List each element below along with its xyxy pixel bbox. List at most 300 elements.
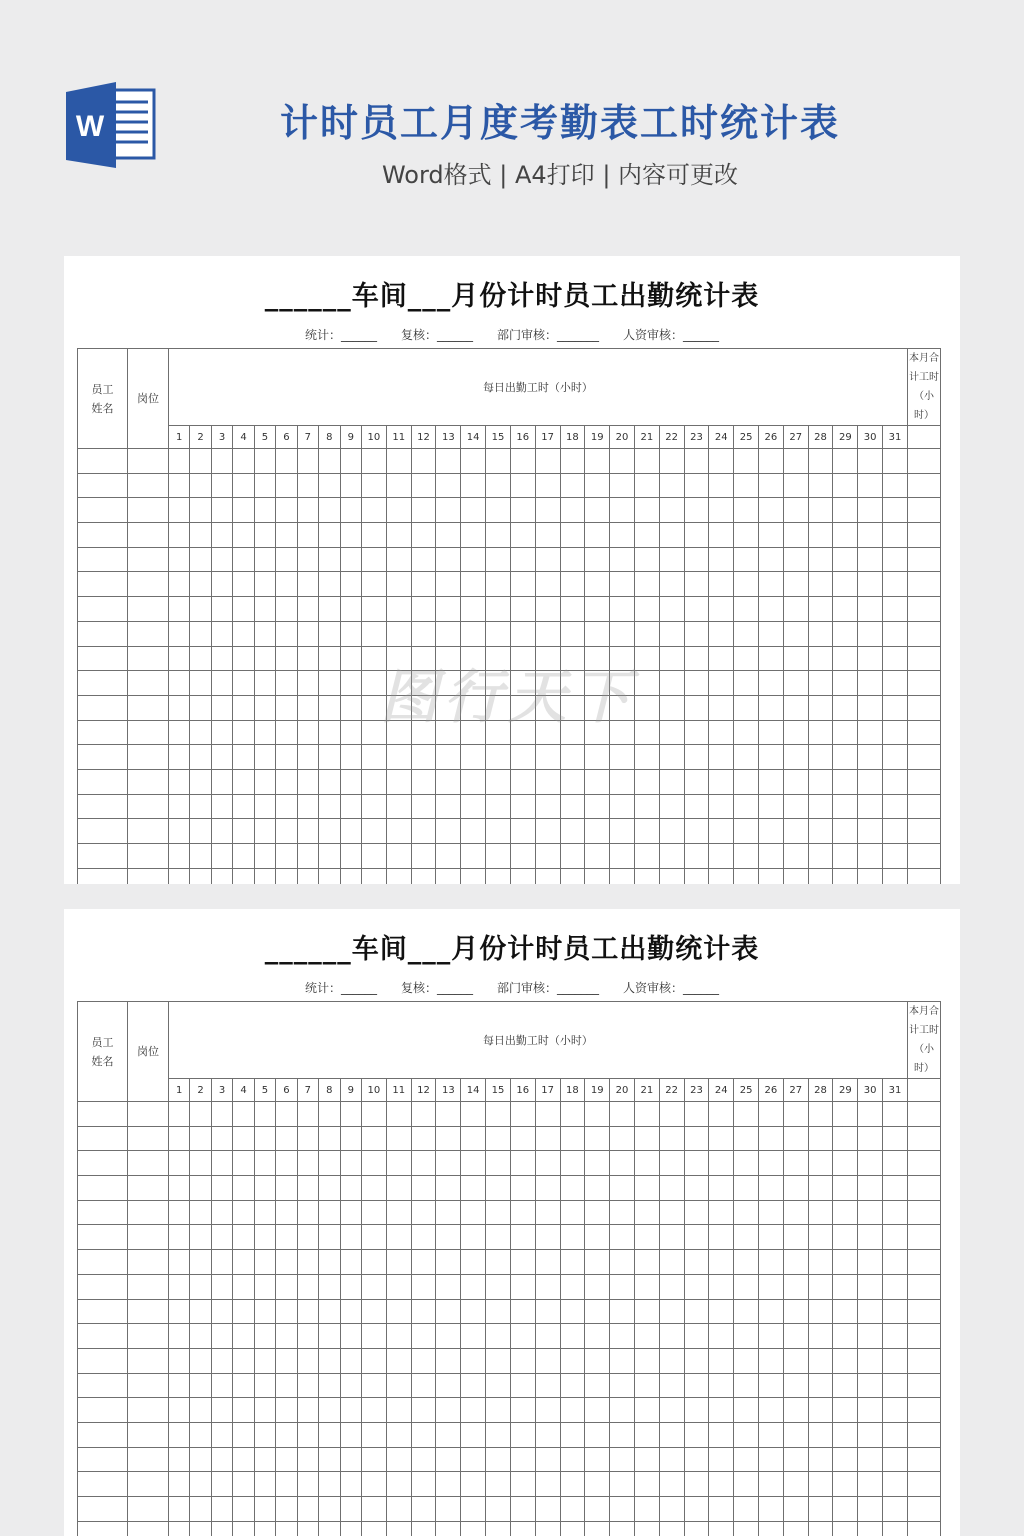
table-cell[interactable]	[128, 1373, 169, 1398]
table-cell[interactable]	[78, 1151, 128, 1176]
table-cell[interactable]	[907, 1274, 940, 1299]
table-cell[interactable]	[585, 523, 610, 548]
table-cell[interactable]	[907, 1151, 940, 1176]
table-cell[interactable]	[833, 769, 858, 794]
table-cell[interactable]	[340, 769, 361, 794]
table-cell[interactable]	[78, 819, 128, 844]
table-cell[interactable]	[907, 473, 940, 498]
table-cell[interactable]	[190, 1126, 211, 1151]
table-cell[interactable]	[362, 646, 387, 671]
table-cell[interactable]	[254, 1102, 275, 1127]
table-cell[interactable]	[362, 1373, 387, 1398]
table-cell[interactable]	[78, 621, 128, 646]
table-cell[interactable]	[858, 1126, 883, 1151]
table-cell[interactable]	[233, 1422, 254, 1447]
table-cell[interactable]	[510, 1373, 535, 1398]
table-cell[interactable]	[808, 1324, 833, 1349]
table-cell[interactable]	[276, 720, 297, 745]
table-cell[interactable]	[907, 1373, 940, 1398]
table-cell[interactable]	[808, 844, 833, 869]
table-cell[interactable]	[486, 1447, 511, 1472]
table-cell[interactable]	[684, 523, 709, 548]
table-cell[interactable]	[362, 819, 387, 844]
table-cell[interactable]	[411, 572, 436, 597]
table-cell[interactable]	[783, 1200, 808, 1225]
table-cell[interactable]	[436, 1521, 461, 1536]
table-cell[interactable]	[907, 547, 940, 572]
table-cell[interactable]	[634, 1447, 659, 1472]
table-cell[interactable]	[78, 868, 128, 884]
table-cell[interactable]	[128, 1472, 169, 1497]
table-cell[interactable]	[411, 1422, 436, 1447]
table-cell[interactable]	[168, 1225, 189, 1250]
table-cell[interactable]	[783, 844, 808, 869]
table-cell[interactable]	[808, 1176, 833, 1201]
table-cell[interactable]	[858, 498, 883, 523]
table-cell[interactable]	[254, 745, 275, 770]
table-cell[interactable]	[659, 1151, 684, 1176]
table-cell[interactable]	[709, 473, 734, 498]
table-cell[interactable]	[233, 1373, 254, 1398]
table-cell[interactable]	[436, 1200, 461, 1225]
table-cell[interactable]	[78, 1497, 128, 1522]
table-cell[interactable]	[190, 1151, 211, 1176]
table-cell[interactable]	[610, 473, 635, 498]
table-cell[interactable]	[907, 868, 940, 884]
table-cell[interactable]	[254, 449, 275, 474]
table-cell[interactable]	[319, 1472, 340, 1497]
table-cell[interactable]	[297, 1102, 318, 1127]
table-cell[interactable]	[168, 769, 189, 794]
table-cell[interactable]	[659, 671, 684, 696]
table-cell[interactable]	[319, 844, 340, 869]
table-cell[interactable]	[411, 449, 436, 474]
table-cell[interactable]	[168, 498, 189, 523]
table-cell[interactable]	[808, 1521, 833, 1536]
table-cell[interactable]	[907, 1102, 940, 1127]
table-cell[interactable]	[461, 671, 486, 696]
table-cell[interactable]	[883, 671, 908, 696]
table-cell[interactable]	[254, 572, 275, 597]
table-cell[interactable]	[734, 1497, 759, 1522]
table-cell[interactable]	[560, 1151, 585, 1176]
table-cell[interactable]	[386, 720, 411, 745]
table-cell[interactable]	[759, 523, 784, 548]
table-cell[interactable]	[211, 449, 232, 474]
table-cell[interactable]	[436, 1102, 461, 1127]
table-cell[interactable]	[254, 1225, 275, 1250]
table-cell[interactable]	[560, 1348, 585, 1373]
table-cell[interactable]	[659, 1422, 684, 1447]
table-cell[interactable]	[659, 819, 684, 844]
table-cell[interactable]	[386, 473, 411, 498]
table-cell[interactable]	[610, 1422, 635, 1447]
table-cell[interactable]	[634, 1373, 659, 1398]
table-cell[interactable]	[808, 1348, 833, 1373]
table-cell[interactable]	[659, 1472, 684, 1497]
table-cell[interactable]	[211, 695, 232, 720]
table-cell[interactable]	[634, 1472, 659, 1497]
table-cell[interactable]	[276, 1497, 297, 1522]
table-cell[interactable]	[858, 523, 883, 548]
table-cell[interactable]	[907, 1299, 940, 1324]
table-cell[interactable]	[510, 745, 535, 770]
table-cell[interactable]	[386, 621, 411, 646]
table-cell[interactable]	[128, 1324, 169, 1349]
table-cell[interactable]	[78, 523, 128, 548]
table-cell[interactable]	[560, 449, 585, 474]
table-cell[interactable]	[510, 572, 535, 597]
table-cell[interactable]	[833, 819, 858, 844]
table-cell[interactable]	[486, 547, 511, 572]
table-cell[interactable]	[386, 671, 411, 696]
table-cell[interactable]	[610, 1472, 635, 1497]
table-cell[interactable]	[254, 844, 275, 869]
table-cell[interactable]	[684, 769, 709, 794]
table-cell[interactable]	[858, 868, 883, 884]
table-cell[interactable]	[461, 1373, 486, 1398]
table-cell[interactable]	[319, 868, 340, 884]
table-cell[interactable]	[411, 547, 436, 572]
table-cell[interactable]	[386, 695, 411, 720]
table-cell[interactable]	[78, 720, 128, 745]
table-cell[interactable]	[734, 671, 759, 696]
table-cell[interactable]	[734, 473, 759, 498]
table-cell[interactable]	[411, 597, 436, 622]
table-cell[interactable]	[254, 597, 275, 622]
table-cell[interactable]	[190, 1225, 211, 1250]
table-cell[interactable]	[734, 449, 759, 474]
table-cell[interactable]	[254, 769, 275, 794]
table-cell[interactable]	[211, 1398, 232, 1423]
table-cell[interactable]	[709, 1176, 734, 1201]
table-cell[interactable]	[340, 819, 361, 844]
table-cell[interactable]	[254, 1447, 275, 1472]
table-cell[interactable]	[858, 1250, 883, 1275]
table-cell[interactable]	[634, 1299, 659, 1324]
table-cell[interactable]	[634, 1422, 659, 1447]
table-cell[interactable]	[634, 819, 659, 844]
table-cell[interactable]	[340, 720, 361, 745]
table-cell[interactable]	[734, 1422, 759, 1447]
table-cell[interactable]	[808, 498, 833, 523]
table-cell[interactable]	[510, 868, 535, 884]
table-cell[interactable]	[190, 1324, 211, 1349]
table-cell[interactable]	[734, 1373, 759, 1398]
table-cell[interactable]	[783, 671, 808, 696]
table-cell[interactable]	[297, 473, 318, 498]
table-cell[interactable]	[659, 868, 684, 884]
table-cell[interactable]	[411, 646, 436, 671]
table-cell[interactable]	[783, 1447, 808, 1472]
table-cell[interactable]	[486, 1398, 511, 1423]
table-cell[interactable]	[362, 671, 387, 696]
table-cell[interactable]	[297, 1200, 318, 1225]
table-cell[interactable]	[128, 844, 169, 869]
table-cell[interactable]	[510, 720, 535, 745]
table-cell[interactable]	[535, 1151, 560, 1176]
table-cell[interactable]	[297, 1151, 318, 1176]
table-cell[interactable]	[634, 1521, 659, 1536]
table-cell[interactable]	[610, 1348, 635, 1373]
table-cell[interactable]	[783, 1250, 808, 1275]
table-cell[interactable]	[190, 745, 211, 770]
table-cell[interactable]	[833, 498, 858, 523]
table-cell[interactable]	[276, 819, 297, 844]
table-cell[interactable]	[684, 1102, 709, 1127]
table-cell[interactable]	[168, 1373, 189, 1398]
table-cell[interactable]	[319, 646, 340, 671]
table-cell[interactable]	[486, 868, 511, 884]
table-cell[interactable]	[634, 868, 659, 884]
table-cell[interactable]	[362, 621, 387, 646]
table-cell[interactable]	[709, 868, 734, 884]
table-cell[interactable]	[560, 498, 585, 523]
table-cell[interactable]	[883, 1447, 908, 1472]
table-cell[interactable]	[362, 1102, 387, 1127]
table-cell[interactable]	[486, 819, 511, 844]
table-cell[interactable]	[684, 1497, 709, 1522]
table-cell[interactable]	[78, 1176, 128, 1201]
table-cell[interactable]	[486, 597, 511, 622]
table-cell[interactable]	[319, 1299, 340, 1324]
table-cell[interactable]	[883, 1497, 908, 1522]
table-cell[interactable]	[436, 1398, 461, 1423]
table-cell[interactable]	[128, 498, 169, 523]
table-cell[interactable]	[340, 1250, 361, 1275]
table-cell[interactable]	[510, 1151, 535, 1176]
table-cell[interactable]	[276, 1398, 297, 1423]
table-cell[interactable]	[734, 1200, 759, 1225]
table-cell[interactable]	[362, 1250, 387, 1275]
table-cell[interactable]	[907, 1497, 940, 1522]
table-cell[interactable]	[233, 1521, 254, 1536]
table-cell[interactable]	[386, 449, 411, 474]
table-cell[interactable]	[858, 844, 883, 869]
table-cell[interactable]	[340, 547, 361, 572]
table-cell[interactable]	[709, 1521, 734, 1536]
table-cell[interactable]	[510, 1472, 535, 1497]
table-cell[interactable]	[211, 868, 232, 884]
table-cell[interactable]	[585, 720, 610, 745]
table-cell[interactable]	[808, 671, 833, 696]
table-cell[interactable]	[833, 523, 858, 548]
table-cell[interactable]	[907, 498, 940, 523]
table-cell[interactable]	[709, 449, 734, 474]
table-cell[interactable]	[560, 844, 585, 869]
table-cell[interactable]	[833, 572, 858, 597]
table-cell[interactable]	[907, 695, 940, 720]
table-cell[interactable]	[78, 1521, 128, 1536]
table-cell[interactable]	[684, 695, 709, 720]
table-cell[interactable]	[734, 745, 759, 770]
table-cell[interactable]	[436, 819, 461, 844]
table-cell[interactable]	[808, 1274, 833, 1299]
table-cell[interactable]	[585, 1422, 610, 1447]
table-cell[interactable]	[436, 1447, 461, 1472]
table-cell[interactable]	[659, 1274, 684, 1299]
table-cell[interactable]	[276, 1274, 297, 1299]
table-cell[interactable]	[684, 547, 709, 572]
table-cell[interactable]	[386, 868, 411, 884]
table-cell[interactable]	[734, 794, 759, 819]
table-cell[interactable]	[883, 1348, 908, 1373]
table-cell[interactable]	[858, 621, 883, 646]
table-cell[interactable]	[211, 1225, 232, 1250]
table-cell[interactable]	[634, 646, 659, 671]
table-cell[interactable]	[254, 1422, 275, 1447]
table-cell[interactable]	[510, 1447, 535, 1472]
table-cell[interactable]	[436, 572, 461, 597]
table-cell[interactable]	[535, 819, 560, 844]
table-cell[interactable]	[510, 498, 535, 523]
table-cell[interactable]	[319, 695, 340, 720]
table-cell[interactable]	[78, 1422, 128, 1447]
table-cell[interactable]	[486, 1422, 511, 1447]
table-cell[interactable]	[709, 819, 734, 844]
table-cell[interactable]	[634, 1274, 659, 1299]
table-cell[interactable]	[858, 1521, 883, 1536]
table-cell[interactable]	[319, 1250, 340, 1275]
table-cell[interactable]	[319, 671, 340, 696]
table-cell[interactable]	[436, 769, 461, 794]
table-cell[interactable]	[560, 868, 585, 884]
table-cell[interactable]	[833, 1200, 858, 1225]
table-cell[interactable]	[808, 1102, 833, 1127]
table-cell[interactable]	[808, 597, 833, 622]
table-cell[interactable]	[734, 597, 759, 622]
table-cell[interactable]	[907, 1521, 940, 1536]
table-cell[interactable]	[883, 745, 908, 770]
table-cell[interactable]	[411, 1176, 436, 1201]
table-cell[interactable]	[486, 621, 511, 646]
table-cell[interactable]	[634, 844, 659, 869]
table-cell[interactable]	[254, 498, 275, 523]
table-cell[interactable]	[659, 1225, 684, 1250]
table-cell[interactable]	[783, 1422, 808, 1447]
table-cell[interactable]	[190, 1102, 211, 1127]
table-cell[interactable]	[411, 1472, 436, 1497]
table-cell[interactable]	[709, 769, 734, 794]
table-cell[interactable]	[858, 1200, 883, 1225]
table-cell[interactable]	[510, 1225, 535, 1250]
table-cell[interactable]	[659, 621, 684, 646]
table-cell[interactable]	[510, 671, 535, 696]
table-cell[interactable]	[883, 1299, 908, 1324]
table-cell[interactable]	[168, 819, 189, 844]
table-cell[interactable]	[297, 1274, 318, 1299]
table-cell[interactable]	[734, 720, 759, 745]
table-cell[interactable]	[340, 1225, 361, 1250]
table-cell[interactable]	[436, 868, 461, 884]
table-cell[interactable]	[659, 597, 684, 622]
table-cell[interactable]	[510, 794, 535, 819]
table-cell[interactable]	[128, 1126, 169, 1151]
table-cell[interactable]	[883, 473, 908, 498]
table-cell[interactable]	[168, 523, 189, 548]
table-cell[interactable]	[211, 1299, 232, 1324]
table-cell[interactable]	[461, 695, 486, 720]
table-cell[interactable]	[585, 498, 610, 523]
table-cell[interactable]	[78, 597, 128, 622]
table-cell[interactable]	[535, 1299, 560, 1324]
table-cell[interactable]	[684, 1200, 709, 1225]
table-cell[interactable]	[659, 1497, 684, 1522]
table-cell[interactable]	[684, 794, 709, 819]
table-cell[interactable]	[535, 1472, 560, 1497]
table-cell[interactable]	[808, 1472, 833, 1497]
table-cell[interactable]	[168, 1200, 189, 1225]
table-cell[interactable]	[386, 572, 411, 597]
table-cell[interactable]	[535, 745, 560, 770]
table-cell[interactable]	[386, 1176, 411, 1201]
table-cell[interactable]	[276, 1151, 297, 1176]
table-cell[interactable]	[684, 1299, 709, 1324]
table-cell[interactable]	[709, 794, 734, 819]
table-cell[interactable]	[510, 1521, 535, 1536]
table-cell[interactable]	[510, 523, 535, 548]
table-cell[interactable]	[411, 844, 436, 869]
table-cell[interactable]	[535, 1422, 560, 1447]
table-cell[interactable]	[276, 1126, 297, 1151]
table-cell[interactable]	[510, 819, 535, 844]
table-cell[interactable]	[190, 621, 211, 646]
table-cell[interactable]	[535, 1102, 560, 1127]
table-cell[interactable]	[190, 1521, 211, 1536]
table-cell[interactable]	[808, 1151, 833, 1176]
table-cell[interactable]	[634, 621, 659, 646]
table-cell[interactable]	[340, 1472, 361, 1497]
table-cell[interactable]	[211, 769, 232, 794]
table-cell[interactable]	[634, 720, 659, 745]
table-cell[interactable]	[759, 1126, 784, 1151]
table-cell[interactable]	[709, 671, 734, 696]
table-cell[interactable]	[610, 1200, 635, 1225]
table-cell[interactable]	[233, 1126, 254, 1151]
table-cell[interactable]	[78, 646, 128, 671]
table-cell[interactable]	[461, 1274, 486, 1299]
table-cell[interactable]	[585, 547, 610, 572]
table-cell[interactable]	[297, 844, 318, 869]
table-cell[interactable]	[233, 1472, 254, 1497]
table-cell[interactable]	[659, 1447, 684, 1472]
table-cell[interactable]	[128, 1447, 169, 1472]
table-cell[interactable]	[254, 1250, 275, 1275]
table-cell[interactable]	[168, 1299, 189, 1324]
table-cell[interactable]	[486, 1151, 511, 1176]
table-cell[interactable]	[386, 597, 411, 622]
table-cell[interactable]	[610, 621, 635, 646]
table-cell[interactable]	[297, 1521, 318, 1536]
table-cell[interactable]	[783, 1225, 808, 1250]
table-cell[interactable]	[634, 473, 659, 498]
table-cell[interactable]	[362, 473, 387, 498]
table-cell[interactable]	[833, 1472, 858, 1497]
table-cell[interactable]	[709, 621, 734, 646]
table-cell[interactable]	[907, 720, 940, 745]
table-cell[interactable]	[211, 1472, 232, 1497]
table-cell[interactable]	[233, 844, 254, 869]
table-cell[interactable]	[634, 1497, 659, 1522]
table-cell[interactable]	[78, 695, 128, 720]
table-cell[interactable]	[190, 547, 211, 572]
table-cell[interactable]	[254, 646, 275, 671]
table-cell[interactable]	[684, 1324, 709, 1349]
table-cell[interactable]	[535, 1200, 560, 1225]
table-cell[interactable]	[634, 1176, 659, 1201]
table-cell[interactable]	[319, 1176, 340, 1201]
table-cell[interactable]	[319, 1324, 340, 1349]
